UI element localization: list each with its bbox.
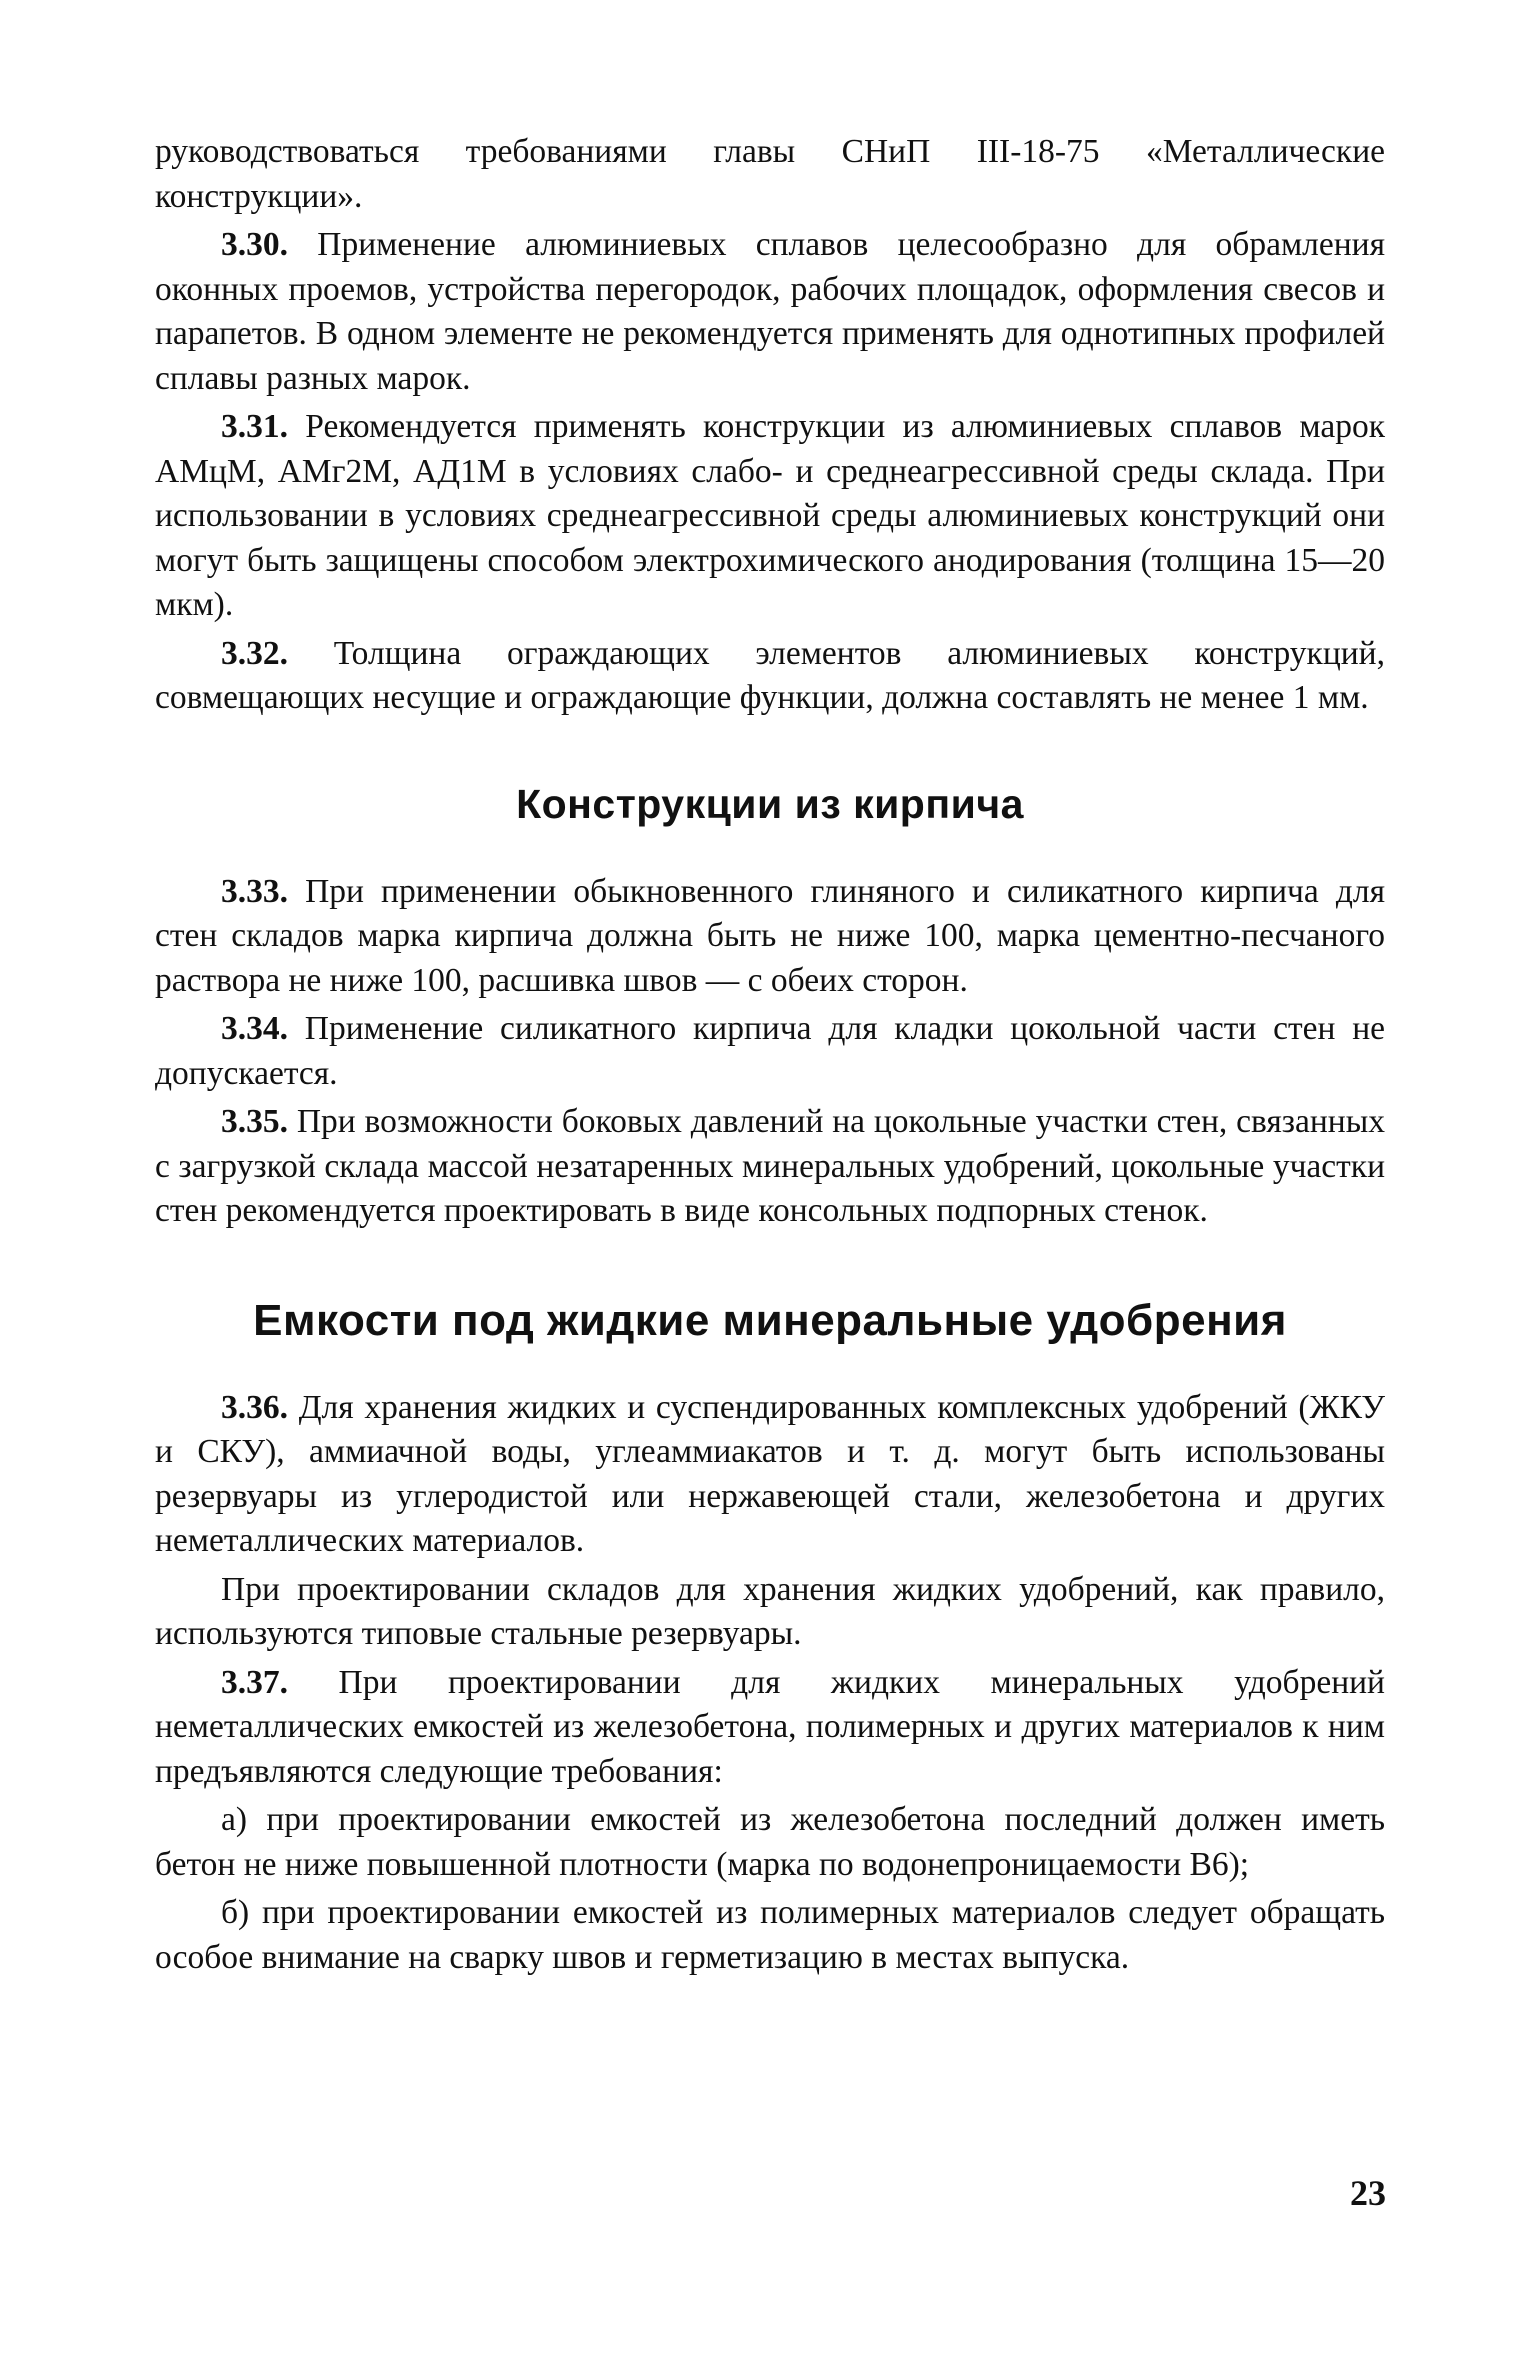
clause-number: 3.33. [221, 872, 288, 910]
paragraph-item-a [155, 1798, 1385, 1887]
paragraph-text: а) при проектировании емкостей из железобетона последний должен иметь бетон не ниже повышенной плотности (марка по водонепроницаемости В6); [155, 1801, 1385, 1883]
paragraph-text: Применение алюминиевых сплавов целесообразно для обрамления оконных проемов, устройства перегородок, рабочих площадок, оформления свесов и парапетов. В одном элементе не рекомендуется применять для однотипных профилей сплавы разных марок. [155, 226, 1385, 397]
clause-number: 3.36. [221, 1388, 288, 1426]
paragraph-text: руководствоваться требованиями главы СНиП III-18-75 «Металлические конструкции». [155, 133, 1385, 215]
paragraph-text: При проектировании складов для хранения жидких удобрений, как правило, используются типовые стальные резервуары. [155, 1570, 1385, 1652]
paragraph-item-b [155, 1891, 1385, 1980]
paragraph-text: При проектировании для жидких минеральных удобрений неметаллических емкостей из железобетона, полимерных и других материалов к ним предъявляются следующие требования: [155, 1663, 1385, 1790]
paragraph-3-34 [155, 1007, 1385, 1096]
page-number: 23 [1350, 2173, 1386, 2213]
section-heading-tanks: Емкости под жидкие минеральные удобрения [253, 1295, 1287, 1345]
document-page [155, 130, 1385, 1984]
paragraph-3-35 [155, 1100, 1385, 1234]
clause-number: 3.34. [221, 1010, 288, 1047]
paragraph-3-33 [155, 870, 1385, 1004]
paragraph-text: При возможности боковых давлений на цокольные участки стен, связанных с загрузкой склада массой незатаренных минеральных удобрений, цокольные участки стен рекомендуется проектировать в виде консольных подпорных стенок. [155, 1103, 1385, 1229]
paragraph-3-32 [155, 632, 1385, 721]
section-heading-brick: Конструкции из кирпича [516, 780, 1024, 827]
paragraph-3-30 [155, 223, 1385, 401]
paragraph-text: Толщина ограждающих элементов алюминиевых конструкций, совмещающих несущие и ограждающие функции, должна составлять не менее 1 мм. [155, 634, 1385, 716]
clause-number: 3.37. [221, 1663, 288, 1701]
paragraph-text: Для хранения жидких и суспендированных комплексных удобрений (ЖКУ и СКУ), аммиачной воды, углеаммиакатов и т. д. могут быть использованы резервуары из углеродистой или нержавеющей стали, железобетона и других неметаллических материалов. [155, 1388, 1385, 1559]
paragraph-text: При применении обыкновенного глиняного и силикатного кирпича для стен складов марка кирпича должна быть не ниже 100, марка цементно-песчаного раствора не ниже 100, расшивка швов — с обеих сторон. [155, 872, 1385, 999]
paragraph-text: Применение силикатного кирпича для кладки цокольной части стен не допускается. [155, 1010, 1385, 1092]
clause-number: 3.32. [221, 634, 288, 672]
paragraph-3-37 [155, 1661, 1385, 1795]
clause-number: 3.30. [221, 226, 288, 263]
clause-number: 3.35. [221, 1103, 288, 1140]
paragraph-3-31 [155, 405, 1385, 628]
paragraph-3-36-note [155, 1568, 1385, 1657]
clause-number: 3.31. [221, 408, 288, 445]
paragraph-continuation [155, 130, 1385, 219]
paragraph-text: Рекомендуется применять конструкции из алюминиевых сплавов марок АМцМ, АМг2М, АД1М в условиях слабо- и среднеагрессивной среды склада. При использовании в условиях среднеагрессивной среды алюминиевых конструкций они могут быть защищены способом электрохимического анодирования (толщина 15—20 мкм). [155, 408, 1385, 623]
paragraph-3-36 [155, 1386, 1385, 1564]
paragraph-text: б) при проектировании емкостей из полимерных материалов следует обращать особое внимание на сварку швов и герметизацию в местах выпуска. [155, 1894, 1385, 1976]
